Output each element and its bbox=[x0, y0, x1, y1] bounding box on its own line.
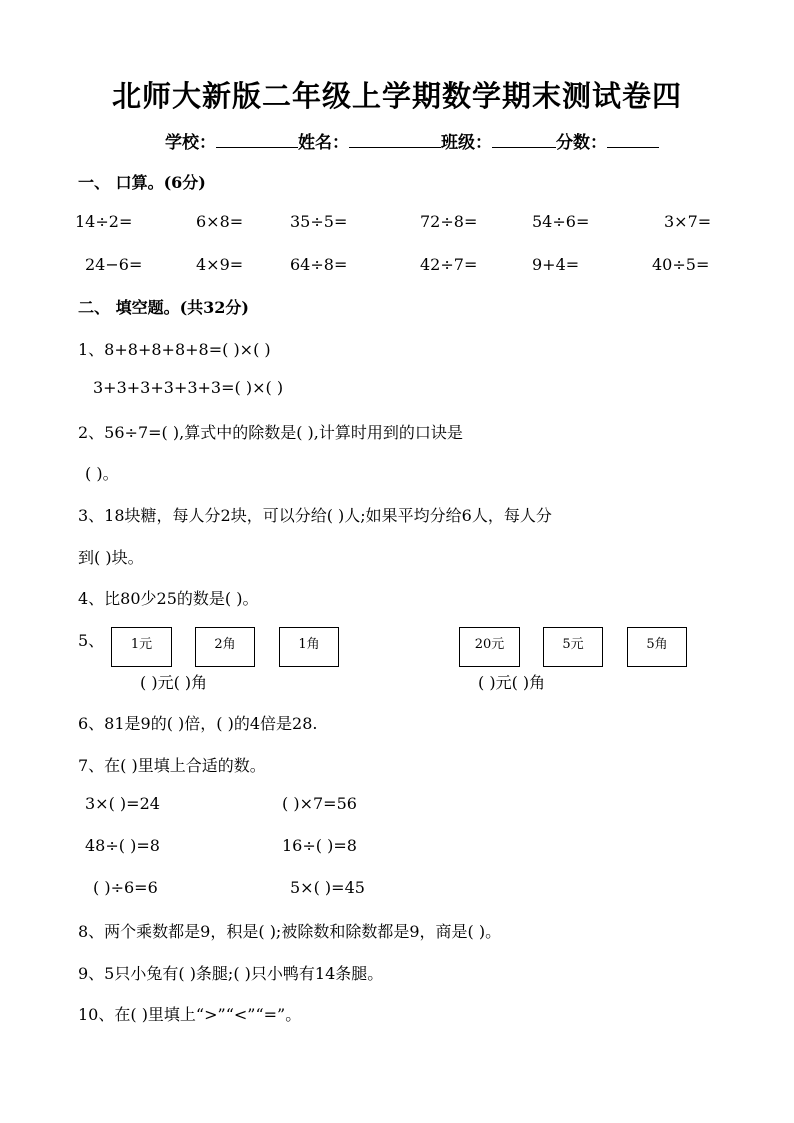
oral-item: 14÷2= bbox=[75, 212, 133, 231]
money-card: 2角 bbox=[195, 627, 255, 667]
question-9: 9、5只小兔有( )条腿;( )只小鸭有14条腿。 bbox=[78, 964, 384, 983]
section-2-heading: 二、 填空题。(共32分) bbox=[78, 298, 249, 317]
oral-item: 35÷5= bbox=[290, 212, 348, 231]
money-card: 1角 bbox=[279, 627, 339, 667]
oral-item: 40÷5= bbox=[652, 255, 710, 274]
score-blank[interactable] bbox=[607, 133, 659, 148]
question-7-item: ( )×7=56 bbox=[282, 794, 357, 813]
money-card: 5角 bbox=[627, 627, 687, 667]
oral-item: 72÷8= bbox=[420, 212, 478, 231]
school-label: 学校： bbox=[165, 133, 216, 153]
score-label: 分数： bbox=[556, 133, 607, 153]
oral-item: 54÷6= bbox=[532, 212, 590, 231]
question-7: 7、在( )里填上合适的数。 bbox=[78, 756, 266, 775]
question-7-item: 3×( )=24 bbox=[85, 794, 160, 813]
question-7-item: 16÷( )=8 bbox=[282, 836, 357, 855]
oral-item: 4×9= bbox=[196, 255, 244, 274]
question-10: 10、在( )里填上“>”“<”“=”。 bbox=[78, 1005, 302, 1024]
oral-item: 6×8= bbox=[196, 212, 244, 231]
oral-item: 42÷7= bbox=[420, 255, 478, 274]
name-label: 姓名： bbox=[298, 133, 349, 153]
class-label: 班级： bbox=[441, 133, 492, 153]
oral-item: 3×7= bbox=[664, 212, 712, 231]
question-2b: ( )。 bbox=[85, 464, 119, 483]
question-3a: 3、18块糖，每人分2块，可以分给( )人;如果平均分给6人，每人分 bbox=[78, 506, 552, 525]
oral-item: 24−6= bbox=[85, 255, 143, 274]
money-card: 20元 bbox=[459, 627, 520, 667]
oral-item: 64÷8= bbox=[290, 255, 348, 274]
student-info-line bbox=[165, 128, 659, 153]
question-5-answer-left: ( )元( )角 bbox=[140, 673, 208, 692]
question-7-item: 5×( )=45 bbox=[290, 878, 365, 897]
question-5-label: 5、 bbox=[78, 631, 105, 650]
class-blank[interactable] bbox=[492, 133, 556, 148]
question-2a: 2、56÷7=( ),算式中的除数是( ),计算时用到的口诀是 bbox=[78, 423, 463, 442]
question-6: 6、81是9的( )倍，( )的4倍是28. bbox=[78, 714, 318, 733]
oral-item: 9+4= bbox=[532, 255, 580, 274]
question-1a: 1、8+8+8+8+8=( )×( ) bbox=[78, 340, 271, 359]
money-card: 5元 bbox=[543, 627, 603, 667]
page-title: 北师大新版二年级上学期数学期末测试卷四 bbox=[111, 79, 682, 113]
name-blank[interactable] bbox=[349, 133, 441, 148]
money-card: 1元 bbox=[111, 627, 172, 667]
school-blank[interactable] bbox=[216, 133, 298, 148]
question-8: 8、两个乘数都是9，积是( );被除数和除数都是9，商是( )。 bbox=[78, 922, 502, 941]
section-1-heading: 一、 口算。(6分) bbox=[78, 173, 206, 192]
question-7-item: ( )÷6=6 bbox=[93, 878, 158, 897]
question-5-answer-right: ( )元( )角 bbox=[478, 673, 546, 692]
question-3b: 到( )块。 bbox=[78, 548, 144, 567]
question-1b: 3+3+3+3+3+3=( )×( ) bbox=[93, 378, 284, 397]
question-7-item: 48÷( )=8 bbox=[85, 836, 160, 855]
question-4: 4、比80少25的数是( )。 bbox=[78, 589, 259, 608]
